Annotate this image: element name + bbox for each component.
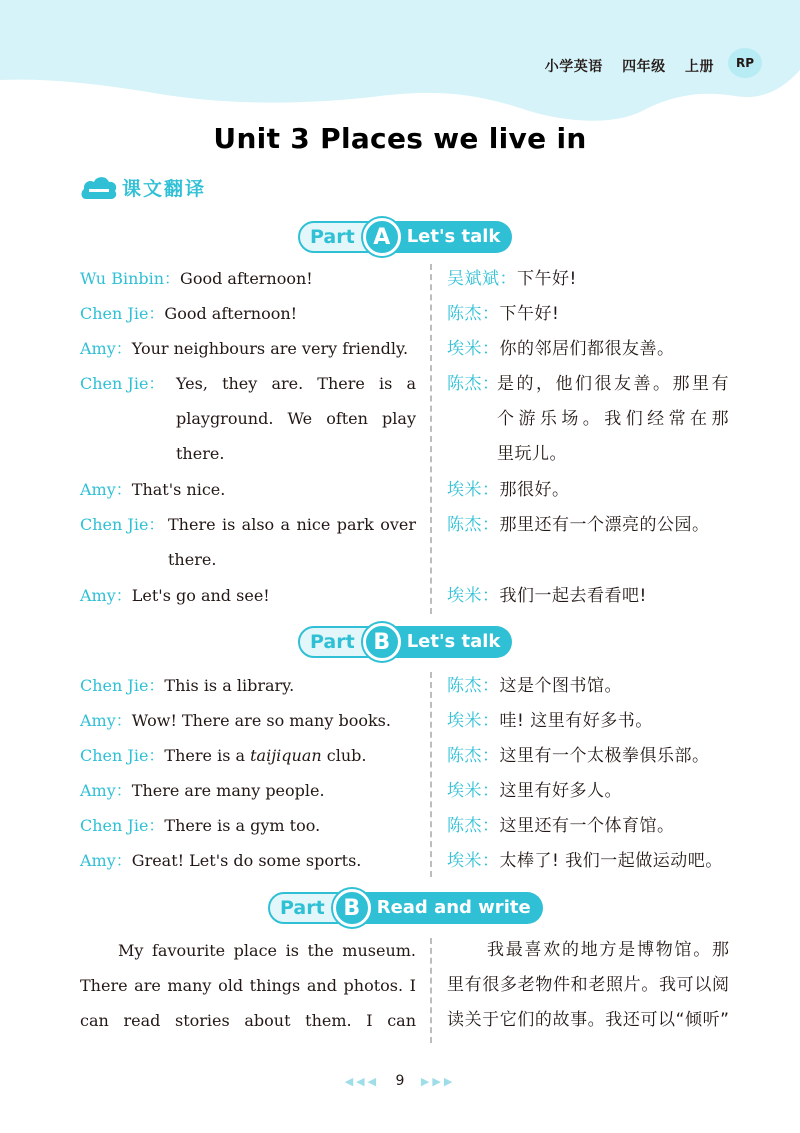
part-letter: A: [363, 218, 401, 256]
speaker: 埃米：: [447, 851, 500, 871]
dialogue-en: [80, 374, 416, 479]
speaker: Chen Jie：: [80, 374, 165, 393]
line-text: 下午好!: [499, 304, 560, 324]
line-text: Good afternoon!: [180, 269, 313, 288]
line-text: Good afternoon!: [164, 304, 298, 323]
dialogue-cn: [447, 711, 737, 731]
speaker: 陈杰：: [447, 304, 500, 324]
dialogue-en: [80, 515, 416, 585]
read-write-english: [80, 933, 416, 1038]
dialogue-cn: [447, 304, 737, 324]
part-b-read-write-heading: [268, 889, 543, 927]
line-text: 我们一起去看看吧!: [499, 586, 647, 606]
paragraph-line: 我最喜欢的地方是博物馆。那: [487, 940, 729, 960]
speaker: 陈杰：: [447, 676, 500, 696]
speaker: Chen Jie：: [80, 746, 165, 765]
speaker: 埃米：: [447, 781, 500, 801]
speaker: Amy：: [80, 339, 132, 358]
line-text: 下午好!: [517, 269, 577, 289]
part-label: Part: [298, 221, 383, 253]
part-name: Let's talk: [381, 221, 513, 253]
line-text: there.: [168, 550, 217, 569]
speaker: 吴斌斌：: [447, 269, 517, 289]
grade-label: 四年级: [622, 59, 666, 75]
line-text: Yes, they are. There is a: [176, 374, 416, 393]
book-name: 小学英语: [544, 59, 603, 75]
speaker: Amy：: [80, 781, 132, 800]
column-divider: [430, 264, 432, 614]
speaker: Chen Jie：: [80, 816, 165, 835]
paragraph-line: can read stories about them. I can: [80, 1011, 416, 1030]
line-text: 这里还有一个体育馆。: [499, 816, 675, 836]
line-text: Great! Let's do some sports.: [131, 851, 362, 870]
line-text: This is a library.: [164, 676, 295, 695]
speaker: 陈杰：: [447, 746, 500, 766]
dialogue-cn: [447, 339, 737, 359]
part-label: Part: [268, 892, 353, 924]
speaker: 埃米：: [447, 339, 500, 359]
line-text: 你的邻居们都很友善。: [499, 339, 675, 359]
dialogue-en: [80, 711, 416, 731]
speaker: Chen Jie：: [80, 676, 165, 695]
dialogue-en: [80, 304, 416, 324]
italic-word: taijiquan: [250, 746, 322, 765]
line-text: 个游乐场。我们经常在那: [497, 409, 729, 429]
page-number: 9: [395, 1073, 405, 1089]
line-text: 这里有一个太极拳俱乐部。: [499, 746, 710, 766]
line-text: There is a gym too.: [164, 816, 321, 835]
part-a-talk-heading: [298, 218, 512, 256]
line-text: 那里还有一个漂亮的公园。: [499, 515, 710, 535]
speaker: Amy：: [80, 586, 132, 605]
page-footer: [0, 1073, 800, 1089]
part-letter: B: [363, 623, 401, 661]
line-text: There is also a nice park over: [168, 515, 416, 534]
speaker: 埃米：: [447, 480, 500, 500]
line-text: club.: [321, 746, 367, 765]
dialogue-en: [80, 269, 416, 289]
speaker: 埃米：: [447, 711, 500, 731]
publisher-badge: RP: [728, 48, 762, 78]
dialogue-cn: [447, 746, 737, 766]
part-name: Read and write: [351, 892, 543, 924]
dialogue-en: [80, 781, 416, 801]
speaker: Amy：: [80, 480, 132, 499]
column-divider: [430, 672, 432, 877]
line-text: 这里有好多人。: [499, 781, 622, 801]
dialogue-cn: [447, 676, 737, 696]
dialogue-en: [80, 851, 416, 871]
dialogue-en: [80, 586, 416, 606]
unit-title: Unit 3 Places we live in: [213, 122, 587, 155]
line-text: playground. We often play: [176, 409, 416, 428]
line-text: There are many people.: [131, 781, 325, 800]
line-text: 这是个图书馆。: [499, 676, 622, 696]
part-label: Part: [298, 626, 383, 658]
speaker: 陈杰：: [447, 374, 500, 394]
dialogue-cn: [447, 480, 737, 500]
speaker: 埃米：: [447, 586, 500, 606]
paragraph-line: My favourite place is the museum.: [118, 941, 416, 960]
line-text: Your neighbours are very friendly.: [131, 339, 409, 358]
line-text: Let's go and see!: [131, 586, 270, 605]
part-letter: B: [333, 889, 371, 927]
dialogue-cn: [447, 781, 737, 801]
line-text: 是的，他们很友善。那里有: [497, 374, 729, 394]
header-info: [531, 56, 714, 76]
section-heading: [80, 174, 206, 201]
dialogue-en: [80, 746, 416, 766]
dialogue-en: [80, 480, 416, 500]
right-arrows-icon: ▶▶▶: [420, 1075, 456, 1088]
left-arrows-icon: ◀◀◀: [344, 1075, 380, 1088]
cloud-one-icon: [80, 175, 118, 201]
speaker: Amy：: [80, 851, 132, 870]
dialogue-cn: [447, 515, 737, 535]
line-text: Wow! There are so many books.: [131, 711, 391, 730]
speaker: Chen Jie：: [80, 515, 165, 534]
part-b-talk-heading: [298, 623, 512, 661]
speaker: 陈杰：: [447, 515, 500, 535]
speaker: Amy：: [80, 711, 132, 730]
dialogue-en: [80, 816, 416, 836]
speaker: Wu Binbin：: [80, 269, 181, 288]
dialogue-en: [80, 339, 416, 359]
line-text: there.: [176, 444, 225, 463]
column-divider: [430, 938, 432, 1043]
speaker: 陈杰：: [447, 816, 500, 836]
read-write-chinese: [447, 933, 729, 1038]
line-text: 那很好。: [499, 480, 570, 500]
paragraph-line: 读关于它们的故事。我还可以“倾听”: [447, 1010, 729, 1030]
dialogue-cn: [447, 851, 737, 871]
dialogue-cn: [447, 816, 737, 836]
paragraph-line: There are many old things and photos. I: [80, 976, 416, 995]
volume-label: 上册: [685, 59, 714, 75]
dialogue-cn: [447, 586, 737, 606]
part-name: Let's talk: [381, 626, 513, 658]
line-text: There is a: [164, 746, 251, 765]
line-text: 太棒了! 我们一起做运动吧。: [499, 851, 723, 871]
line-text: 里玩儿。: [497, 444, 567, 464]
dialogue-cn: [447, 374, 737, 479]
dialogue-en: [80, 676, 416, 696]
speaker: Chen Jie：: [80, 304, 165, 323]
section-title: 课文翻译: [122, 178, 207, 200]
line-text: 哇! 这里有好多书。: [499, 711, 653, 731]
paragraph-line: 里有很多老物件和老照片。我可以阅: [447, 975, 729, 995]
dialogue-cn: [447, 269, 737, 289]
line-text: That's nice.: [131, 480, 226, 499]
